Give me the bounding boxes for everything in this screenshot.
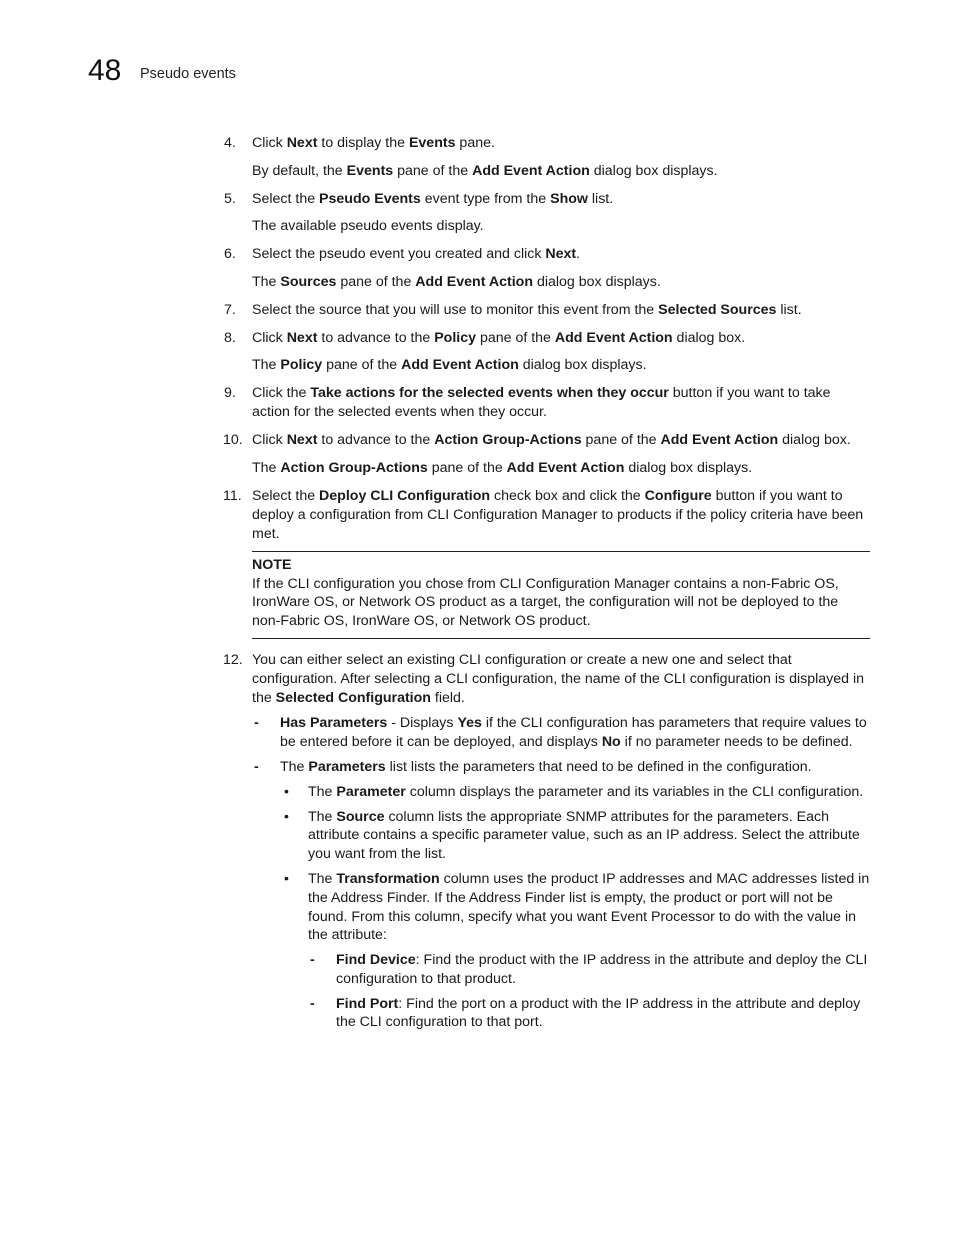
bullet-marker: • bbox=[284, 869, 289, 886]
note-text: If the CLI configuration you chose from CLI Configuration Manager contains a non-Fabric OS, IronWare OS, or Network OS product as a target, the configuration will not be deployed to the non-Fabric OS, IronWare OS, or Network OS product. bbox=[252, 575, 839, 630]
step-7: 7. Select the source that you will use to monitor this event from the Selected Sources list. bbox=[224, 301, 802, 318]
chapter-number: 48 bbox=[88, 54, 122, 87]
note-heading: NOTE bbox=[252, 556, 292, 573]
dash-marker: - bbox=[254, 758, 259, 775]
note-box bbox=[252, 551, 870, 639]
list-item: - Find Device: Find the product with the IP address in the attribute and deploy the CLI configuration to that product. bbox=[310, 952, 868, 987]
step-number: 4. bbox=[224, 135, 236, 151]
step-number: 5. bbox=[224, 190, 236, 207]
step-5: 5. Select the Pseudo Events event type from the Show list. bbox=[224, 190, 614, 207]
step-10-result: The Action Group-Actions pane of the Add Event Action dialog box displays. bbox=[252, 459, 753, 476]
step-4: 4. Click Next to display the Events pane. bbox=[224, 135, 495, 151]
list-item: - Has Parameters - Displays Yes if the CLI configuration has parameters that require values to be entered before it can be deployed, and displays No if no parameter needs to be defined. bbox=[254, 715, 867, 751]
list-item: - The Parameters list lists the parameters that need to be defined in the configuration. bbox=[254, 758, 812, 775]
dash-marker: - bbox=[254, 715, 259, 732]
step-number: 11. bbox=[223, 488, 242, 505]
bullet-marker: • bbox=[284, 807, 289, 824]
list-item: • The Parameter column displays the parameter and its variables in the CLI configuration. bbox=[284, 782, 864, 800]
dash-marker: - bbox=[310, 952, 315, 969]
step-8: 8. Click Next to advance to the Policy pane of the Add Event Action dialog box. bbox=[224, 329, 746, 346]
step-10: 10. Click Next to advance to the Action Group-Actions pane of the Add Event Action dialog box. bbox=[223, 431, 851, 448]
step-number: 6. bbox=[224, 246, 236, 263]
chapter-title: Pseudo events bbox=[140, 66, 236, 82]
step-12: 12. You can either select an existing CLI configuration or create a new one and select that configuration. After selecting a CLI configuration, the name of the CLI configuration is displayed in the Selected Configuration field. bbox=[223, 651, 865, 706]
list-item: - Find Port: Find the port on a product with the IP address in the attribute and deploy the CLI configuration to that port. bbox=[310, 995, 861, 1031]
procedure-content bbox=[224, 134, 870, 1032]
step-6: 6. Select the pseudo event you created and click Next. bbox=[224, 246, 581, 263]
step-5-result: The available pseudo events display. bbox=[252, 218, 484, 235]
step-number: 12. bbox=[223, 651, 243, 668]
step-8-result: The Policy pane of the Add Event Action dialog box displays. bbox=[252, 357, 647, 374]
step-4-result: By default, the Events pane of the Add Event Action dialog box displays. bbox=[252, 162, 718, 179]
step-number: 7. bbox=[224, 301, 236, 318]
step-6-result: The Sources pane of the Add Event Action dialog box displays. bbox=[252, 273, 661, 290]
list-item: • The Source column lists the appropriate SNMP attributes for the parameters. Each attribute contains a specific parameter value, such as an IP address. Select the attribute you want from the list. bbox=[284, 807, 860, 863]
step-9: 9. Click the Take actions for the selected events when they occur button if you want to take action for the selected events when they occur. bbox=[224, 385, 831, 420]
step-number: 10. bbox=[223, 431, 243, 448]
step-number: 8. bbox=[224, 329, 236, 346]
step-11: 11. Select the Deploy CLI Configuration check box and click the Configure button if you want to deploy a configuration from CLI Configuration Manager to products if the policy criteria have been met. bbox=[223, 488, 864, 542]
dash-marker: - bbox=[310, 995, 315, 1012]
step-number: 9. bbox=[224, 385, 236, 402]
list-item: • The Transformation column uses the product IP addresses and MAC addresses listed in the Address Finder. If the Address Finder list is empty, the product or port will not be found. From this column, specify what you want Event Processor to do with the value in the attribute: bbox=[284, 869, 870, 944]
bullet-marker: • bbox=[284, 782, 289, 799]
